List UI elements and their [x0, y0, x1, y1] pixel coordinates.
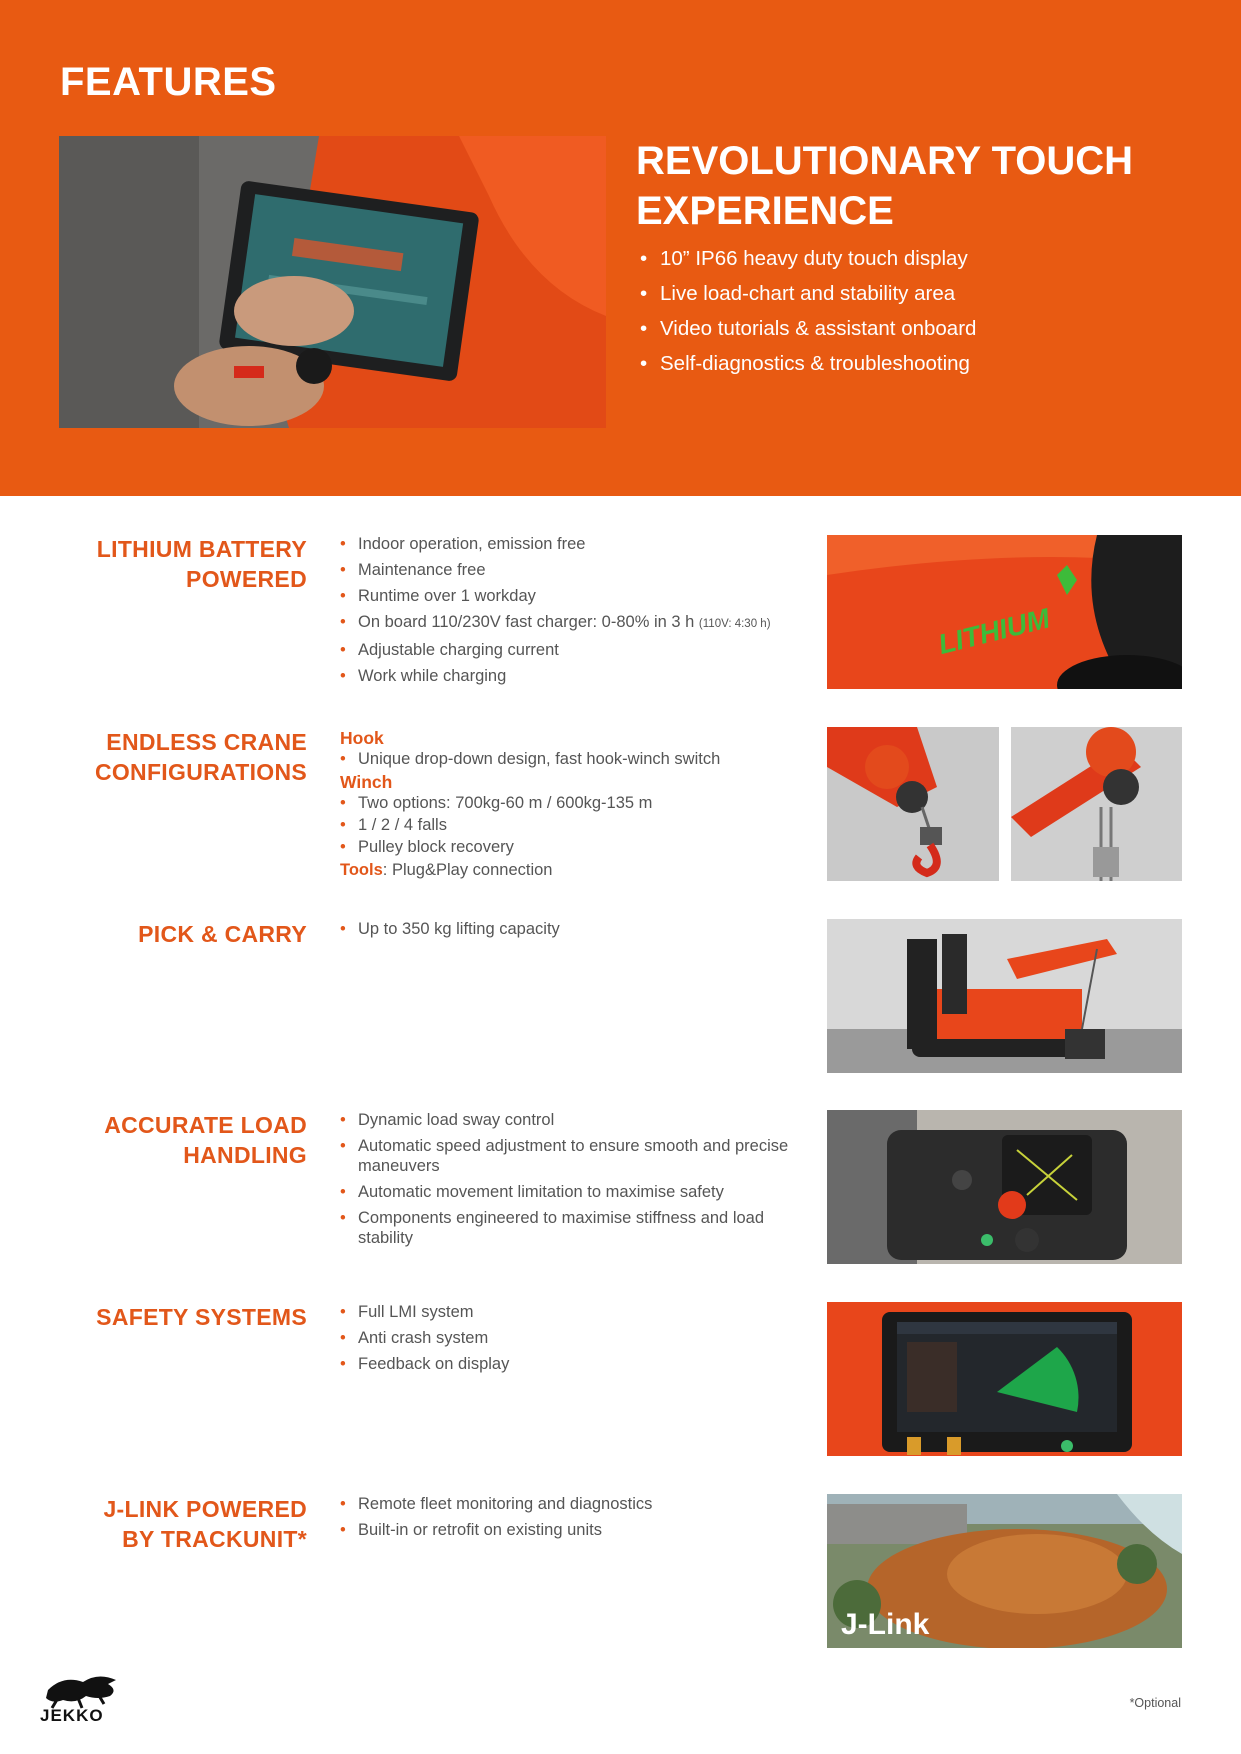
- hero-heading: REVOLUTIONARY TOUCH EXPERIENCE: [636, 139, 1134, 233]
- section-title: ACCURATE LOAD HANDLING: [104, 1112, 307, 1168]
- list-item: • Maintenance free: [340, 560, 800, 580]
- touch-display-photo: [59, 136, 606, 428]
- lithium-photo: [827, 535, 1182, 689]
- list-item: • Pulley block recovery: [340, 837, 800, 858]
- list-item: • Indoor operation, emission free: [340, 534, 800, 554]
- remote-control-photo: [827, 1110, 1182, 1264]
- page-title: FEATURES: [60, 60, 277, 104]
- list-item: • Components engineered to maximise stiffness and load stability: [340, 1208, 790, 1248]
- list-item: • Built-in or retrofit on existing units: [340, 1520, 800, 1540]
- hook-photo: [827, 727, 999, 881]
- hook-list: [340, 749, 800, 770]
- brand-logo-text: JEKKO: [40, 1706, 104, 1725]
- j-link-photo: [827, 1494, 1182, 1648]
- charger-note: (110V: 4:30 h): [698, 618, 771, 630]
- hook-heading: Hook: [340, 728, 384, 748]
- hero-feature-list: [640, 244, 976, 384]
- lithium-logo-text: LITHIUM: [935, 602, 1053, 661]
- list-item: • Up to 350 kg lifting capacity: [340, 919, 800, 939]
- winch-photo: [1011, 727, 1182, 881]
- section-title: LITHIUM BATTERY POWERED: [96, 536, 307, 592]
- list-item: • Remote fleet monitoring and diagnostics: [340, 1494, 800, 1514]
- hero-banner: [0, 0, 1241, 496]
- list-item: • Automatic speed adjustment to ensure smooth and precise maneuvers: [340, 1136, 790, 1176]
- j-link-logo-text: J-Link: [841, 1608, 930, 1641]
- feature-list: [340, 1302, 800, 1380]
- feature-list: [340, 919, 800, 945]
- list-item: • Anti crash system: [340, 1328, 800, 1348]
- list-item: • Self-diagnostics & troubleshooting: [640, 349, 976, 384]
- tools-line: Tools: Plug&Play connection: [340, 861, 553, 879]
- feature-list: [340, 534, 800, 692]
- list-item: • Work while charging: [340, 666, 800, 686]
- list-item: • Full LMI system: [340, 1302, 800, 1322]
- section-title: SAFETY SYSTEMS: [96, 1304, 307, 1330]
- pick-and-carry-photo: [827, 919, 1182, 1073]
- list-item: • Unique drop-down design, fast hook-winch switch: [340, 749, 800, 770]
- section-title: J-LINK POWERED BY TRACKUNIT*: [103, 1496, 307, 1552]
- section-title: ENDLESS CRANE CONFIGURATIONS: [94, 729, 307, 785]
- section-title: PICK & CARRY: [138, 921, 307, 947]
- list-item: • On board 110/230V fast charger: 0-80% in 3 h (110V: 4:30 h): [340, 612, 800, 634]
- display-photo: [827, 1302, 1182, 1456]
- list-item: • Dynamic load sway control: [340, 1110, 790, 1130]
- list-item: • Automatic movement limitation to maximise safety: [340, 1182, 790, 1202]
- list-item: • Video tutorials & assistant onboard: [640, 314, 976, 349]
- list-item: • 1 / 2 / 4 falls: [340, 815, 800, 836]
- winch-list: [340, 793, 800, 858]
- list-item: • Two options: 700kg-60 m / 600kg-135 m: [340, 793, 800, 814]
- feature-list: [340, 1494, 800, 1546]
- feature-list: [340, 1110, 790, 1254]
- list-item: • Adjustable charging current: [340, 640, 800, 660]
- crane-config-list: [340, 727, 800, 881]
- list-item: • Feedback on display: [340, 1354, 800, 1374]
- optional-footnote: *Optional: [1129, 1696, 1181, 1710]
- winch-heading: Winch: [340, 772, 393, 792]
- list-item: • Live load-chart and stability area: [640, 279, 976, 314]
- list-item: • 10” IP66 heavy duty touch display: [640, 244, 976, 279]
- list-item: • Runtime over 1 workday: [340, 586, 800, 606]
